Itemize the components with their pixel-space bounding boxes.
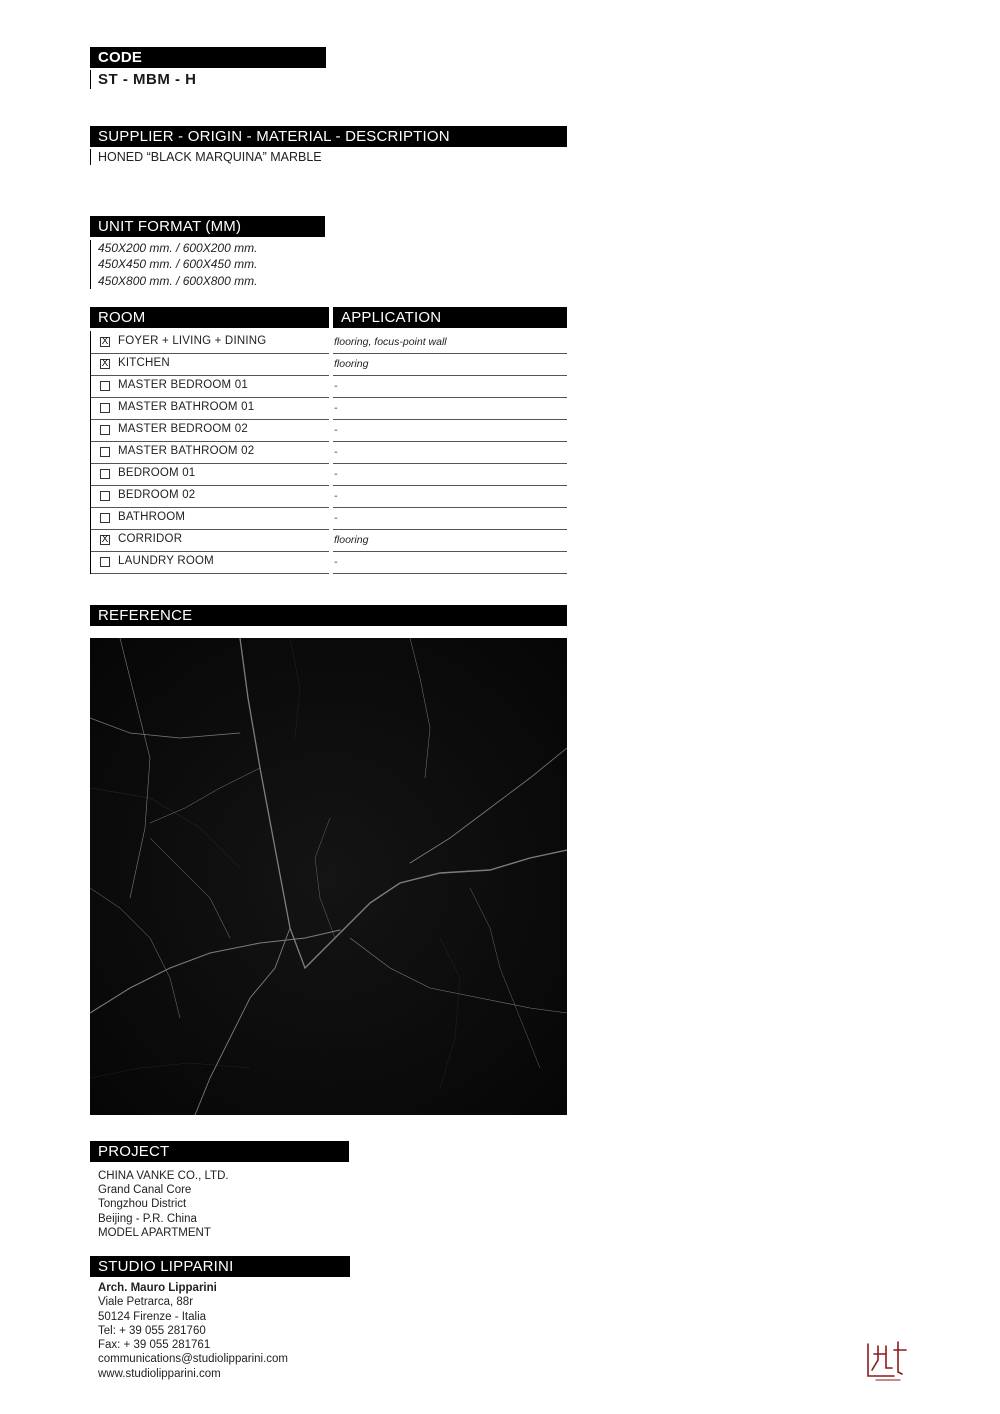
unit-format-line: 450X800 mm. / 600X800 mm. (98, 273, 258, 288)
application-row (333, 508, 567, 530)
code-block (90, 70, 196, 89)
application-row (333, 376, 567, 398)
room-row (91, 552, 329, 574)
room-row (91, 530, 329, 552)
application-value: - (334, 424, 338, 436)
code-value: ST - MBM - H (98, 71, 197, 88)
application-row (333, 398, 567, 420)
room-checkbox[interactable]: X (101, 358, 109, 369)
application-header: APPLICATION (333, 307, 567, 328)
application-value: - (334, 402, 338, 414)
application-row (333, 486, 567, 508)
room-checkbox[interactable] (100, 469, 110, 479)
application-value: - (334, 556, 338, 568)
application-value: flooring (334, 534, 369, 546)
room-checkbox[interactable]: X (101, 336, 109, 347)
room-label: MASTER BEDROOM 02 (118, 423, 248, 435)
application-value: flooring (334, 358, 369, 370)
studio-phone: Tel: + 39 055 281760 (98, 1324, 206, 1337)
room-row (91, 442, 329, 464)
application-row (333, 464, 567, 486)
studio-seal-icon (864, 1338, 910, 1382)
studio-address: Viale Petrarca, 88r (98, 1296, 194, 1309)
application-row (333, 332, 567, 354)
marble-veins (90, 638, 567, 1115)
room-label: BEDROOM 02 (118, 489, 196, 501)
room-label: KITCHEN (118, 357, 170, 369)
studio-city: 50124 Firenze - Italia (98, 1310, 207, 1323)
project-block (90, 1169, 229, 1240)
room-checkbox[interactable] (100, 513, 110, 523)
room-row (91, 420, 329, 442)
studio-fax[interactable]: Fax: + 39 055 281761 (98, 1339, 211, 1352)
studio-block (90, 1281, 288, 1381)
room-label: BEDROOM 01 (118, 467, 196, 479)
application-value: - (334, 446, 338, 458)
room-label: MASTER BEDROOM 01 (118, 379, 248, 391)
studio-header: STUDIO LIPPARINI (90, 1256, 350, 1277)
room-row (91, 464, 329, 486)
room-checkbox[interactable] (100, 491, 110, 501)
application-value: - (334, 380, 338, 392)
room-checkbox[interactable] (100, 381, 110, 391)
reference-header: REFERENCE (90, 605, 567, 626)
application-row (333, 420, 567, 442)
room-label: LAUNDRY ROOM (118, 555, 214, 567)
marble-reference-image (90, 638, 567, 1115)
project-header: PROJECT (90, 1141, 349, 1162)
room-header: ROOM (90, 307, 329, 328)
application-row (333, 552, 567, 574)
unit-format-header: UNIT FORMAT (MM) (90, 216, 325, 237)
room-label: CORRIDOR (118, 533, 183, 545)
room-row (91, 332, 329, 354)
supplier-block (90, 149, 322, 165)
application-row (333, 530, 567, 552)
project-line: Grand Canal Core (98, 1184, 192, 1197)
supplier-header: SUPPLIER - ORIGIN - MATERIAL - DESCRIPTION (90, 126, 567, 147)
room-checkbox[interactable] (100, 425, 110, 435)
application-value: - (334, 490, 338, 502)
room-row (91, 508, 329, 530)
project-line: Beijing - P.R. China (98, 1212, 197, 1225)
room-label: FOYER + LIVING + DINING (118, 335, 267, 347)
unit-format-block (90, 240, 257, 289)
room-checkbox[interactable] (100, 557, 110, 567)
room-row (91, 376, 329, 398)
application-value: flooring, focus-point wall (334, 336, 447, 348)
project-line: Tongzhou District (98, 1198, 187, 1211)
studio-email-link[interactable]: communications@studiolipparini.com (98, 1353, 289, 1366)
application-value: - (334, 468, 338, 480)
room-row (91, 354, 329, 376)
studio-website-link[interactable]: www.studiolipparini.com (98, 1367, 221, 1380)
application-row (333, 354, 567, 376)
room-checkbox[interactable] (100, 403, 110, 413)
room-label: MASTER BATHROOM 01 (118, 401, 255, 413)
unit-format-line: 450X450 mm. / 600X450 mm. (98, 257, 258, 272)
room-checkbox[interactable] (100, 447, 110, 457)
room-label: MASTER BATHROOM 02 (118, 445, 255, 457)
room-label: BATHROOM (118, 511, 186, 523)
room-table (91, 332, 567, 574)
application-value: - (334, 512, 338, 524)
project-line: CHINA VANKE CO., LTD. (98, 1170, 229, 1182)
room-row (91, 398, 329, 420)
architect-name: Arch. Mauro Lipparini (98, 1282, 217, 1294)
application-row (333, 442, 567, 464)
room-checkbox[interactable]: X (101, 534, 109, 545)
unit-format-line: 450X200 mm. / 600X200 mm. (98, 241, 258, 255)
project-line: MODEL APARTMENT (98, 1226, 211, 1239)
material-description: HONED “BLACK MARQUINA” MARBLE (98, 150, 322, 164)
code-header: CODE (90, 47, 326, 68)
room-row (91, 486, 329, 508)
